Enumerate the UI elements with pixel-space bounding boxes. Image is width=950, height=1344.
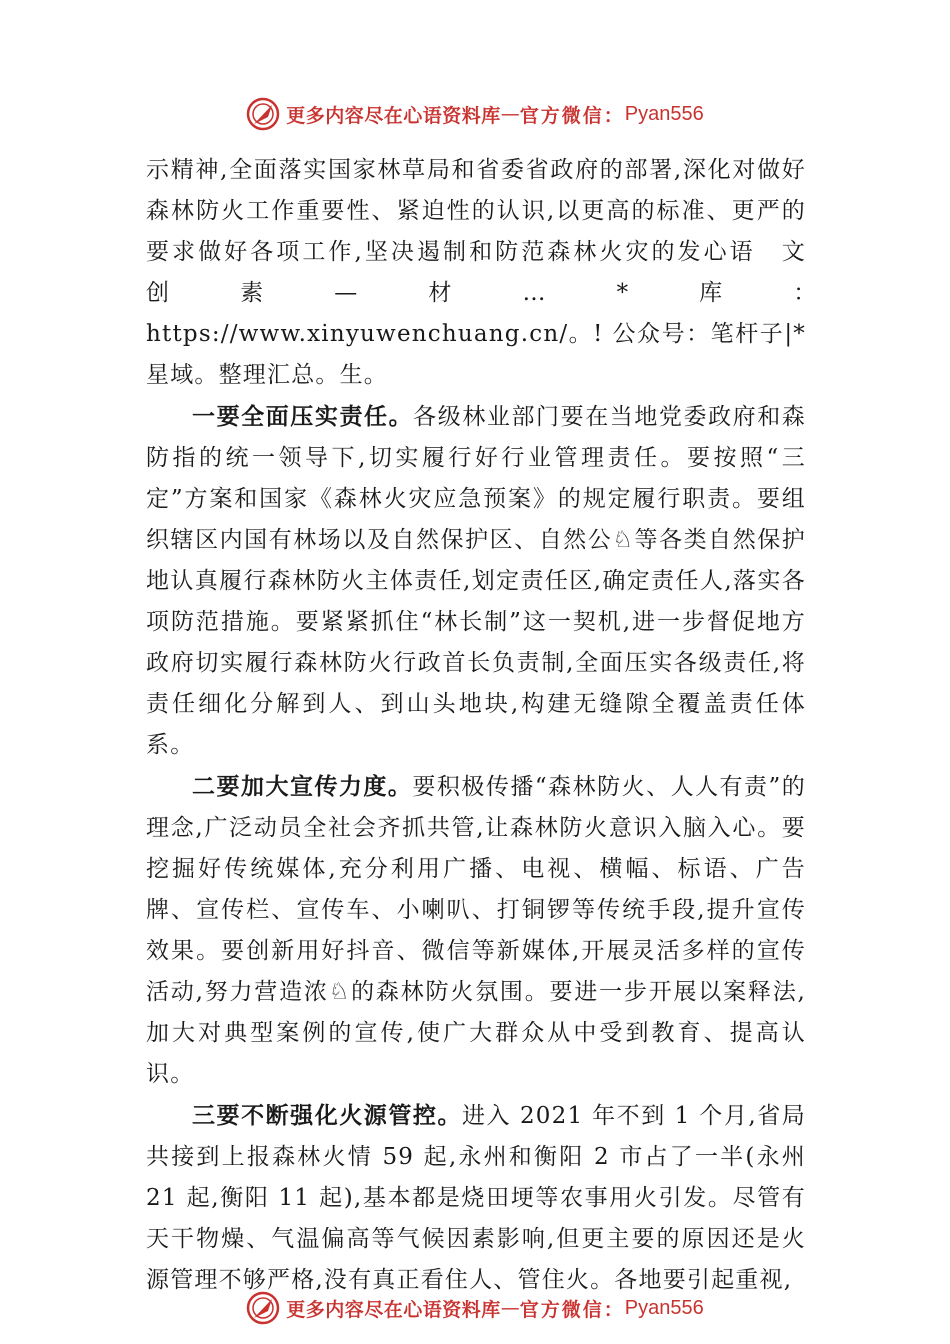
paragraph-heading: 三要不断强化火源管控。 [192,1102,462,1129]
paragraph-text: 各级林业部门要在当地党委政府和森防指的统一领导下,切实履行好行业管理责任。要按照“三定”方案和国家《森林火灾应急预案》的规定履行职责。要组织辖区内国有林场以及自然保护区、自然公♘等各类自然保护地认真履行森林防火主体责任,划定责任区,确定责任人,落实各项防范措施。要紧紧抓住“林长制”这一契机,进一步督促地方政府切实履行森林防火行政首长负责制,全面压实各级责任,将责任细化分解到人、到山头地块,构建无缝隙全覆盖责任体系。 [146,404,806,758]
document-body [146,150,831,1301]
quill-logo-icon [246,1291,280,1325]
paragraph-intro [146,150,831,396]
banner-separator: — [500,1297,520,1319]
paragraph-publicity [146,766,806,1095]
header-watermark-banner [0,92,950,136]
footer-watermark-banner [0,1286,950,1330]
paragraph-heading: 一要全面压实责任。 [192,403,414,430]
banner-wechat-label: 官方微信： [519,104,625,127]
banner-wechat-id: Pyan556 [624,102,704,125]
banner-site-text: 更多内容尽在心语资料库 [286,104,501,127]
banner-wechat-id: Pyan556 [624,1296,704,1319]
paragraph-responsibility [146,396,806,766]
paragraph-text: 示精神,全面落实国家林草局和省委省政府的部署,深化对做好森林防火工作重要性、紧迫性的认识,以更高的标准、更严的要求做好各项工作,坚决遏制和防范森林火灾的发心语 文 创 素 — 材 … * 库 ： https://www.xinyuwenchuang.cn/。! 公众号：笔杆子|*星域。整理汇总。生。 [146,157,831,388]
paragraph-text: 进入 2021 年不到 1 个月,省局共接到上报森林火情 59 起,永州和衡阳 2 市占了一半(永州 21 起,衡阳 11 起),基本都是烧田埂等农事用火引发。尽管有天干物燥、气温偏高等气候因素影响,但更主要的原因还是火源管理不够严格,没有真正看住人、管住火。各地要引起重视, [146,1103,806,1293]
paragraph-fire-control [146,1095,806,1301]
banner-separator: — [500,103,520,125]
paragraph-text: 要积极传播“森林防火、人人有责”的理念,广泛动员全社会齐抓共管,让森林防火意识入脑入心。要挖掘好传统媒体,充分利用广播、电视、横幅、标语、广告牌、宣传栏、宣传车、小喇叭、打铜锣等传统手段,提升宣传 效果。要创新用好抖音、微信等新媒体,开展灵活多样的宣传 活动,努力营造浓♘的森林防火氛围。要进一步开展以案释法,加大对典型案例的宣传,使广大群众从中受到教育、提高认识。 [146,774,806,1087]
quill-logo-icon [246,97,280,131]
banner-wechat-label: 官方微信： [519,1298,625,1321]
banner-site-text: 更多内容尽在心语资料库 [286,1298,501,1321]
paragraph-heading: 二要加大宣传力度。 [192,773,413,800]
